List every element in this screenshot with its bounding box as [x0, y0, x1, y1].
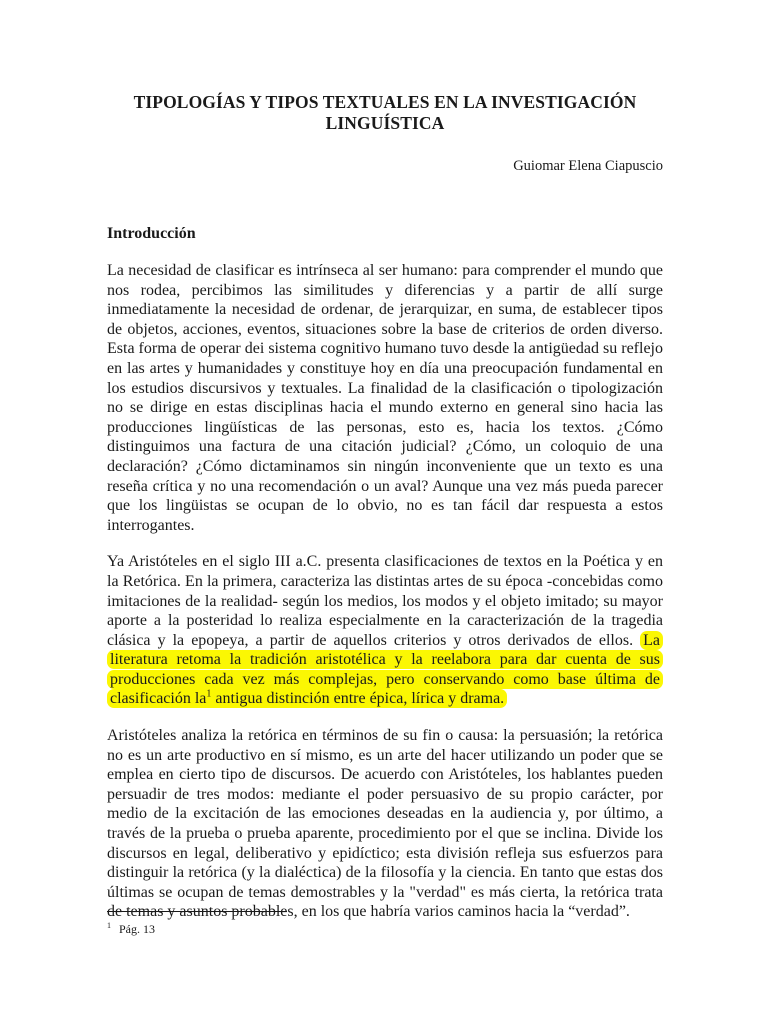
footnote-divider: [107, 911, 287, 912]
paragraph-3: Aristóteles analiza la retórica en términos de su fin o causa: la persuasión; la retórica no es un arte productivo en sí mismo, es un arte del hacer utilizando un poder que se emplea en cierto tipo de discursos. De acuerdo con Aristóteles, los hablantes pueden persuadir de tres modos: mediante el poder persuasivo de su propio carácter, por medio de la excitación de las emociones deseadas en la audiencia y, por último, a través de la prueba o prueba aparente, procedimiento por el que se inclina. Divide los discursos en legal, deliberativo y epidíctico; esta división refleja sus esfuerzos para distinguir la retórica (y la dialéctica) de la filosofía y la ciencia. En tanto que estas dos últimas se ocupan de temas demostrables y la "verdad" es más cierta, la retórica trata de temas y asuntos probables, en los que habría varios caminos hacia la “verdad”.: [107, 727, 663, 921]
highlighted-text-a: La literatura retoma la tradición aristotélica y la reelabora para dar cuenta de sus producciones cada vez más complejas, pero conservando como base última de clasificación la: [110, 631, 660, 708]
document-title: TIPOLOGÍAS Y TIPOS TEXTUALES EN LA INVESTIGACIÓN LINGUÍSTICA: [133, 92, 637, 133]
author-name: Guiomar Elena Ciapuscio: [513, 158, 663, 174]
paragraph-2-text: Ya Aristóteles en el siglo III a.C. presenta clasificaciones de textos en la Poética y en la Retórica. En la primera, caracteriza las distintas artes de su época -concebidas como imitaciones de la realidad- según los medios, los modos y el objeto imitado; su mayor aporte a la posteridad lo realiza especialmente en la caracterización de la tragedia clásica y la epopeya, a partir de aquellos criterios y otros derivados de ellos.: [107, 553, 663, 649]
paragraph-2: [107, 552, 663, 709]
footnote-text: Pág. 13: [119, 922, 155, 936]
paragraph-1: La necesidad de clasificar es intrínseca al ser humano: para comprender el mundo que nos rodea, percibimos las similitudes y diferencias y a partir de allí surge inmediatamente la necesidad de ordenar, de jerarquizar, en suma, de establecer tipos de objetos, acciones, eventos, situaciones sobre la base de criterios de orden diverso. Esta forma de operar dei sistema cognitivo humano tuvo desde la antigüedad su reflejo en las artes y humanidades y constituye hoy en día una preocupación fundamental en los estudios discursivos y textuales. La finalidad de la clasificación o tipologización no se dirige en estas disciplinas hacia el mundo externo en general sino hacia las producciones lingüísticas de las personas, esto es, hacia los textos. ¿Cómo distinguimos una factura de una citación judicial? ¿Cómo, un coloquio de una declaración? ¿Cómo dictaminamos sin ningún inconveniente que un texto es una reseña crítica y no una recomendación o un aval? Aunque una vez más pueda parecer que los lingüistas se ocupan de lo obvio, no es tan fácil dar respuesta a estos interrogantes.: [107, 262, 663, 534]
footnote: [107, 919, 155, 936]
footnote-number: 1: [107, 921, 111, 930]
footnote-reference[interactable]: 1: [206, 689, 212, 701]
section-heading-introduccion: Introducción: [107, 225, 196, 242]
highlighted-text-b: antigua distinción entre épica, lírica y drama.: [211, 690, 505, 708]
